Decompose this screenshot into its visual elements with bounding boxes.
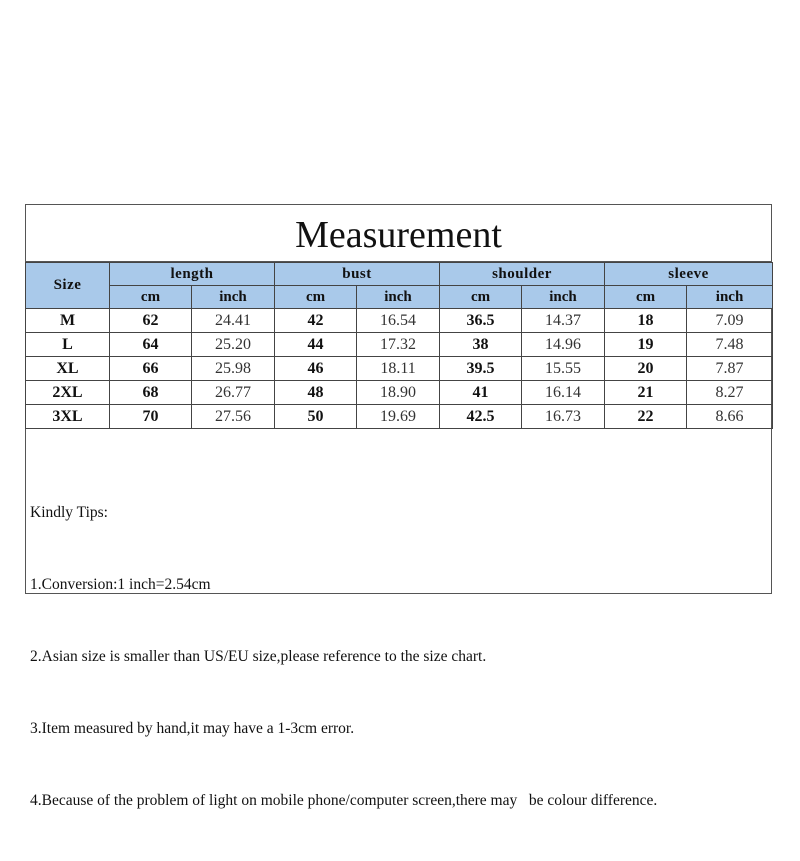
size-header: Size: [26, 263, 110, 309]
value-cell: 64: [110, 333, 192, 357]
unit-header: cm: [275, 286, 357, 309]
group-header-shoulder: shoulder: [440, 263, 605, 286]
group-header-bust: bust: [275, 263, 440, 286]
value-cell: 70: [110, 405, 192, 429]
size-cell: XL: [26, 357, 110, 381]
value-cell: 19: [605, 333, 687, 357]
unit-header: cm: [605, 286, 687, 309]
value-cell: 17.32: [357, 333, 440, 357]
table-row: [26, 357, 773, 381]
value-cell: 14.37: [522, 309, 605, 333]
table-row: [26, 405, 773, 429]
value-cell: 24.41: [192, 309, 275, 333]
table-row: [26, 381, 773, 405]
size-cell: 2XL: [26, 381, 110, 405]
value-cell: 21: [605, 381, 687, 405]
value-cell: 16.14: [522, 381, 605, 405]
value-cell: 18: [605, 309, 687, 333]
value-cell: 7.48: [687, 333, 773, 357]
value-cell: 44: [275, 333, 357, 357]
tip-item: 1.Conversion:1 inch=2.54cm: [30, 576, 211, 593]
unit-header: inch: [192, 286, 275, 309]
value-cell: 8.27: [687, 381, 773, 405]
value-cell: 42.5: [440, 405, 522, 429]
unit-header: cm: [110, 286, 192, 309]
tips-heading: Kindly Tips:: [30, 504, 108, 521]
value-cell: 38: [440, 333, 522, 357]
value-cell: 8.66: [687, 405, 773, 429]
tip-item: 4.Because of the problem of light on mobile phone/computer screen,there may be colour difference.: [30, 792, 658, 809]
value-cell: 46: [275, 357, 357, 381]
value-cell: 20: [605, 357, 687, 381]
value-cell: 22: [605, 405, 687, 429]
value-cell: 7.87: [687, 357, 773, 381]
unit-header: cm: [440, 286, 522, 309]
value-cell: 18.11: [357, 357, 440, 381]
group-header-sleeve: sleeve: [605, 263, 773, 286]
value-cell: 39.5: [440, 357, 522, 381]
value-cell: 7.09: [687, 309, 773, 333]
tip-item: 3.Item measured by hand,it may have a 1-3cm error.: [30, 720, 355, 737]
unit-header: inch: [357, 286, 440, 309]
value-cell: 26.77: [192, 381, 275, 405]
value-cell: 18.90: [357, 381, 440, 405]
value-cell: 62: [110, 309, 192, 333]
value-cell: 19.69: [357, 405, 440, 429]
measurement-table: [25, 262, 773, 429]
value-cell: 14.96: [522, 333, 605, 357]
chart-title: Measurement: [26, 205, 771, 262]
unit-header: inch: [687, 286, 773, 309]
value-cell: 42: [275, 309, 357, 333]
table-row: [26, 309, 773, 333]
value-cell: 41: [440, 381, 522, 405]
value-cell: 16.54: [357, 309, 440, 333]
value-cell: 68: [110, 381, 192, 405]
value-cell: 27.56: [192, 405, 275, 429]
value-cell: 36.5: [440, 309, 522, 333]
tip-item: 2.Asian size is smaller than US/EU size,please reference to the size chart.: [30, 648, 487, 665]
value-cell: 15.55: [522, 357, 605, 381]
unit-header: inch: [522, 286, 605, 309]
value-cell: 50: [275, 405, 357, 429]
value-cell: 25.98: [192, 357, 275, 381]
value-cell: 48: [275, 381, 357, 405]
value-cell: 25.20: [192, 333, 275, 357]
group-header-length: length: [110, 263, 275, 286]
size-cell: M: [26, 309, 110, 333]
size-cell: L: [26, 333, 110, 357]
size-cell: 3XL: [26, 405, 110, 429]
value-cell: 16.73: [522, 405, 605, 429]
table-row: [26, 333, 773, 357]
value-cell: 66: [110, 357, 192, 381]
size-chart: [25, 204, 772, 809]
